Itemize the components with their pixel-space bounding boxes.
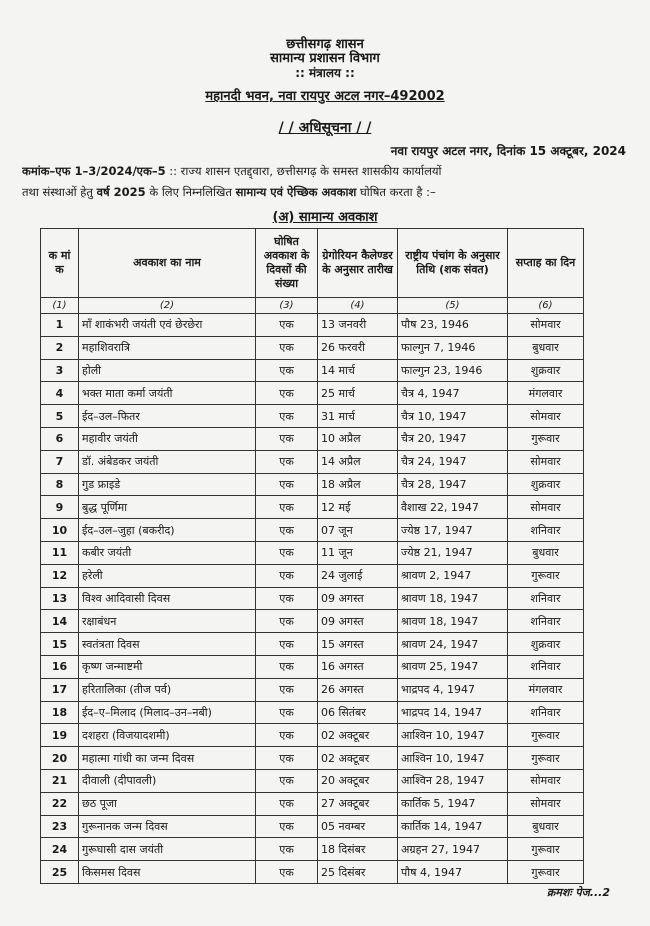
table-row — [41, 701, 584, 724]
place-date: नवा रायपुर अटल नगर, दिनांक 15 अक्टूबर, 2024 — [390, 144, 626, 158]
weekday-cell: बुधवार — [508, 541, 584, 564]
holiday-days-cell: एक — [256, 405, 318, 428]
header-days: घोषित अवकाश के दिवसों की संख्या — [256, 229, 318, 298]
saka-date-cell: ज्येष्ठ 21, 1947 — [398, 541, 508, 564]
saka-date-cell: फाल्गुन 7, 1946 — [398, 336, 508, 359]
table-row — [41, 473, 584, 496]
row-number-cell: 22 — [41, 792, 79, 815]
year-phrase: वर्ष 2025 — [96, 185, 146, 199]
weekday-cell: मंगलवार — [508, 678, 584, 701]
holiday-name-cell: दीवाली (दीपावली) — [79, 769, 256, 792]
holiday-days-cell: एक — [256, 336, 318, 359]
holiday-name-cell: होली — [79, 359, 256, 382]
header-gregorian-date: ग्रेगोरियन कैलेण्डर के अनुसार तारीख — [318, 229, 398, 298]
holiday-name-cell: ईद–उल–जुहा (बकरीद) — [79, 519, 256, 542]
index-cell: (1) — [41, 298, 79, 314]
saka-date-cell: पौष 23, 1946 — [398, 314, 508, 337]
gregorian-date-cell: 16 अगस्त — [318, 655, 398, 678]
holiday-name-cell: कृष्ण जन्माष्टमी — [79, 655, 256, 678]
weekday-cell: गुरूवार — [508, 427, 584, 450]
row-number-cell: 6 — [41, 427, 79, 450]
holiday-name-cell: कबीर जयंती — [79, 541, 256, 564]
weekday-cell: सोमवार — [508, 314, 584, 337]
row-number-cell: 20 — [41, 747, 79, 770]
order-paragraph-line1 — [22, 164, 632, 179]
index-cell: (6) — [508, 298, 584, 314]
row-number-cell: 17 — [41, 678, 79, 701]
saka-date-cell: श्रावण 24, 1947 — [398, 633, 508, 656]
row-number-cell: 4 — [41, 382, 79, 405]
holiday-name-cell: विश्व आदिवासी दिवस — [79, 587, 256, 610]
holiday-name-cell: गुड फ्राइडे — [79, 473, 256, 496]
continued-note: क्रमशः पेज...2 — [546, 886, 610, 899]
saka-date-cell: भाद्रपद 14, 1947 — [398, 701, 508, 724]
saka-date-cell: ज्येष्ठ 17, 1947 — [398, 519, 508, 542]
holiday-days-cell: एक — [256, 815, 318, 838]
header-weekday: सप्ताह का दिन — [508, 229, 584, 298]
saka-date-cell: श्रावण 18, 1947 — [398, 610, 508, 633]
holiday-days-cell: एक — [256, 496, 318, 519]
order-number: कमांक–एफ 1–3/2024/एक–5 — [22, 164, 166, 178]
table-row — [41, 769, 584, 792]
table-row — [41, 359, 584, 382]
holiday-name-cell: छठ पूजा — [79, 792, 256, 815]
saka-date-cell: चैत्र 20, 1947 — [398, 427, 508, 450]
holiday-days-cell: एक — [256, 450, 318, 473]
saka-date-cell: कार्तिक 14, 1947 — [398, 815, 508, 838]
weekday-cell: गुरूवार — [508, 747, 584, 770]
row-number-cell: 21 — [41, 769, 79, 792]
gregorian-date-cell: 31 मार्च — [318, 405, 398, 428]
holiday-name-cell: महात्मा गांधी का जन्म दिवस — [79, 747, 256, 770]
holiday-name-cell: ईद–उल–फितर — [79, 405, 256, 428]
weekday-cell: गुरूवार — [508, 861, 584, 884]
row-number-cell: 12 — [41, 564, 79, 587]
table-row — [41, 564, 584, 587]
weekday-cell: मंगलवार — [508, 382, 584, 405]
holiday-days-cell: एक — [256, 541, 318, 564]
holiday-days-cell: एक — [256, 564, 318, 587]
row-number-cell: 16 — [41, 655, 79, 678]
gregorian-date-cell: 02 अक्टूबर — [318, 747, 398, 770]
holiday-name-cell: ईद–ए–मिलाद (मिलाद–उन–नबी) — [79, 701, 256, 724]
table-header-row — [41, 229, 584, 298]
table-row — [41, 792, 584, 815]
saka-date-cell: श्रावण 25, 1947 — [398, 655, 508, 678]
gregorian-date-cell: 07 जून — [318, 519, 398, 542]
weekday-cell: शुक्रवार — [508, 633, 584, 656]
row-number-cell: 1 — [41, 314, 79, 337]
holiday-name-cell: स्वतंत्रता दिवस — [79, 633, 256, 656]
gregorian-date-cell: 10 अप्रैल — [318, 427, 398, 450]
gregorian-date-cell: 15 अगस्त — [318, 633, 398, 656]
row-number-cell: 24 — [41, 838, 79, 861]
weekday-cell: बुधवार — [508, 336, 584, 359]
gregorian-date-cell: 18 दिसंबर — [318, 838, 398, 861]
row-number-cell: 11 — [41, 541, 79, 564]
gregorian-date-cell: 13 जनवरी — [318, 314, 398, 337]
holiday-days-cell: एक — [256, 678, 318, 701]
gregorian-date-cell: 18 अप्रैल — [318, 473, 398, 496]
holiday-name-cell: डॉ. अंबेडकर जयंती — [79, 450, 256, 473]
row-number-cell: 9 — [41, 496, 79, 519]
table-row — [41, 633, 584, 656]
weekday-cell: शनिवार — [508, 587, 584, 610]
weekday-cell: शनिवार — [508, 610, 584, 633]
gregorian-date-cell: 14 अप्रैल — [318, 450, 398, 473]
row-number-cell: 18 — [41, 701, 79, 724]
row-number-cell: 25 — [41, 861, 79, 884]
saka-date-cell: फाल्गुन 23, 1946 — [398, 359, 508, 382]
table-row — [41, 655, 584, 678]
gregorian-date-cell: 11 जून — [318, 541, 398, 564]
holiday-days-cell: एक — [256, 747, 318, 770]
gregorian-date-cell: 09 अगस्त — [318, 610, 398, 633]
weekday-cell: शुक्रवार — [508, 473, 584, 496]
saka-date-cell: चैत्र 28, 1947 — [398, 473, 508, 496]
index-cell: (2) — [79, 298, 256, 314]
table-row — [41, 747, 584, 770]
holiday-name-cell: हरेली — [79, 564, 256, 587]
gregorian-date-cell: 12 मई — [318, 496, 398, 519]
row-number-cell: 23 — [41, 815, 79, 838]
header-sno: क मां क — [41, 229, 79, 298]
saka-date-cell: चैत्र 4, 1947 — [398, 382, 508, 405]
weekday-cell: सोमवार — [508, 496, 584, 519]
holiday-days-cell: एक — [256, 655, 318, 678]
saka-date-cell: भाद्रपद 4, 1947 — [398, 678, 508, 701]
holiday-name-cell: किसमस दिवस — [79, 861, 256, 884]
index-cell: (3) — [256, 298, 318, 314]
address-text: महानदी भवन, नवा रायपुर अटल नगर–492002 — [205, 89, 445, 104]
notice-title-text: / / अधिसूचना / / — [278, 120, 372, 136]
holiday-table — [40, 228, 584, 884]
holiday-days-cell: एक — [256, 359, 318, 382]
gregorian-date-cell: 27 अक्टूबर — [318, 792, 398, 815]
weekday-cell: शुक्रवार — [508, 359, 584, 382]
table-row — [41, 405, 584, 428]
holiday-name-cell: भक्त माता कर्मा जयंती — [79, 382, 256, 405]
row-number-cell: 5 — [41, 405, 79, 428]
weekday-cell: शनिवार — [508, 519, 584, 542]
saka-date-cell: श्रावण 2, 1947 — [398, 564, 508, 587]
notice-title — [0, 118, 650, 137]
table-row — [41, 724, 584, 747]
holiday-days-cell: एक — [256, 701, 318, 724]
header-saka-date: राष्ट्रीय पंचांग के अनुसार तिथि (शक संवत) — [398, 229, 508, 298]
holiday-days-cell: एक — [256, 838, 318, 861]
order-text-part2a: तथा संस्थाओं हेतु — [22, 185, 93, 199]
holiday-days-cell: एक — [256, 633, 318, 656]
saka-date-cell: पौष 4, 1947 — [398, 861, 508, 884]
address-line — [0, 86, 650, 104]
table-row — [41, 336, 584, 359]
saka-date-cell: श्रावण 18, 1947 — [398, 587, 508, 610]
saka-date-cell: आश्विन 10, 1947 — [398, 724, 508, 747]
saka-date-cell: चैत्र 10, 1947 — [398, 405, 508, 428]
table-row — [41, 815, 584, 838]
saka-date-cell: वैशाख 22, 1947 — [398, 496, 508, 519]
gregorian-date-cell: 14 मार्च — [318, 359, 398, 382]
row-number-cell: 7 — [41, 450, 79, 473]
weekday-cell: शनिवार — [508, 655, 584, 678]
saka-date-cell: कार्तिक 5, 1947 — [398, 792, 508, 815]
holiday-name-cell: गुरूनानक जन्म दिवस — [79, 815, 256, 838]
holiday-days-cell: एक — [256, 382, 318, 405]
weekday-cell: सोमवार — [508, 405, 584, 428]
table-row — [41, 382, 584, 405]
index-cell: (4) — [318, 298, 398, 314]
table-row — [41, 678, 584, 701]
holiday-days-cell: एक — [256, 427, 318, 450]
row-number-cell: 14 — [41, 610, 79, 633]
order-paragraph-line2 — [22, 185, 632, 200]
holiday-days-cell: एक — [256, 861, 318, 884]
table-row — [41, 314, 584, 337]
gregorian-date-cell: 05 नवम्बर — [318, 815, 398, 838]
weekday-cell: बुधवार — [508, 815, 584, 838]
gregorian-date-cell: 02 अक्टूबर — [318, 724, 398, 747]
header-name: अवकाश का नाम — [79, 229, 256, 298]
saka-date-cell: आश्विन 10, 1947 — [398, 747, 508, 770]
holiday-days-cell: एक — [256, 473, 318, 496]
gregorian-date-cell: 26 फरवरी — [318, 336, 398, 359]
weekday-cell: शनिवार — [508, 701, 584, 724]
holiday-name-cell: दशहरा (विजयादशमी) — [79, 724, 256, 747]
holiday-days-cell: एक — [256, 314, 318, 337]
holiday-phrase: सामान्य एवं ऐच्छिक अवकाश — [235, 185, 357, 199]
department-name: सामान्य प्रशासन विभाग — [270, 51, 380, 66]
table-row — [41, 496, 584, 519]
gregorian-date-cell: 09 अगस्त — [318, 587, 398, 610]
row-number-cell: 8 — [41, 473, 79, 496]
weekday-cell: सोमवार — [508, 792, 584, 815]
order-text-part2c: घोषित करता है :– — [359, 185, 436, 199]
table-row — [41, 519, 584, 542]
holiday-name-cell: रक्षाबंधन — [79, 610, 256, 633]
govt-name: छत्तीसगढ़ शासन — [286, 37, 364, 52]
holiday-days-cell: एक — [256, 724, 318, 747]
weekday-cell: गुरूवार — [508, 724, 584, 747]
table-row — [41, 587, 584, 610]
holiday-days-cell: एक — [256, 769, 318, 792]
section-title-text: (अ) सामान्य अवकाश — [272, 210, 378, 225]
table-row — [41, 450, 584, 473]
index-cell: (5) — [398, 298, 508, 314]
gregorian-date-cell: 06 सितंबर — [318, 701, 398, 724]
table-row — [41, 541, 584, 564]
row-number-cell: 19 — [41, 724, 79, 747]
holiday-days-cell: एक — [256, 792, 318, 815]
gregorian-date-cell: 20 अक्टूबर — [318, 769, 398, 792]
saka-date-cell: आश्विन 28, 1947 — [398, 769, 508, 792]
holiday-days-cell: एक — [256, 519, 318, 542]
gregorian-date-cell: 25 दिसंबर — [318, 861, 398, 884]
holiday-name-cell: महावीर जयंती — [79, 427, 256, 450]
row-number-cell: 2 — [41, 336, 79, 359]
order-text-part1: :: राज्य शासन एतद्द्वारा, छत्तीसगढ़ के समस्त शासकीय कार्यालयों — [169, 164, 442, 178]
gregorian-date-cell: 24 जुलाई — [318, 564, 398, 587]
table-index-row — [41, 298, 584, 314]
holiday-name-cell: बुद्ध पूर्णिमा — [79, 496, 256, 519]
weekday-cell: सोमवार — [508, 769, 584, 792]
gregorian-date-cell: 26 अगस्त — [318, 678, 398, 701]
ministry-label: :: मंत्रालय :: — [295, 66, 355, 80]
holiday-name-cell: गुरूघासी दास जयंती — [79, 838, 256, 861]
table-body — [41, 314, 584, 884]
holiday-name-cell: हरितालिका (तीज पर्व) — [79, 678, 256, 701]
saka-date-cell: अग्रहन 27, 1947 — [398, 838, 508, 861]
holiday-name-cell: माँ शाकंभरी जयंती एवं छेरछेरा — [79, 314, 256, 337]
section-title — [0, 207, 650, 225]
table-row — [41, 838, 584, 861]
row-number-cell: 13 — [41, 587, 79, 610]
holiday-name-cell: महाशिवरात्रि — [79, 336, 256, 359]
weekday-cell: सोमवार — [508, 450, 584, 473]
order-text-part2b: के लिए निम्नलिखित — [149, 185, 232, 199]
table-row — [41, 861, 584, 884]
holiday-days-cell: एक — [256, 587, 318, 610]
weekday-cell: गुरूवार — [508, 564, 584, 587]
saka-date-cell: चैत्र 24, 1947 — [398, 450, 508, 473]
table-row — [41, 427, 584, 450]
row-number-cell: 3 — [41, 359, 79, 382]
row-number-cell: 10 — [41, 519, 79, 542]
gregorian-date-cell: 25 मार्च — [318, 382, 398, 405]
holiday-days-cell: एक — [256, 610, 318, 633]
row-number-cell: 15 — [41, 633, 79, 656]
table-row — [41, 610, 584, 633]
weekday-cell: गुरूवार — [508, 838, 584, 861]
